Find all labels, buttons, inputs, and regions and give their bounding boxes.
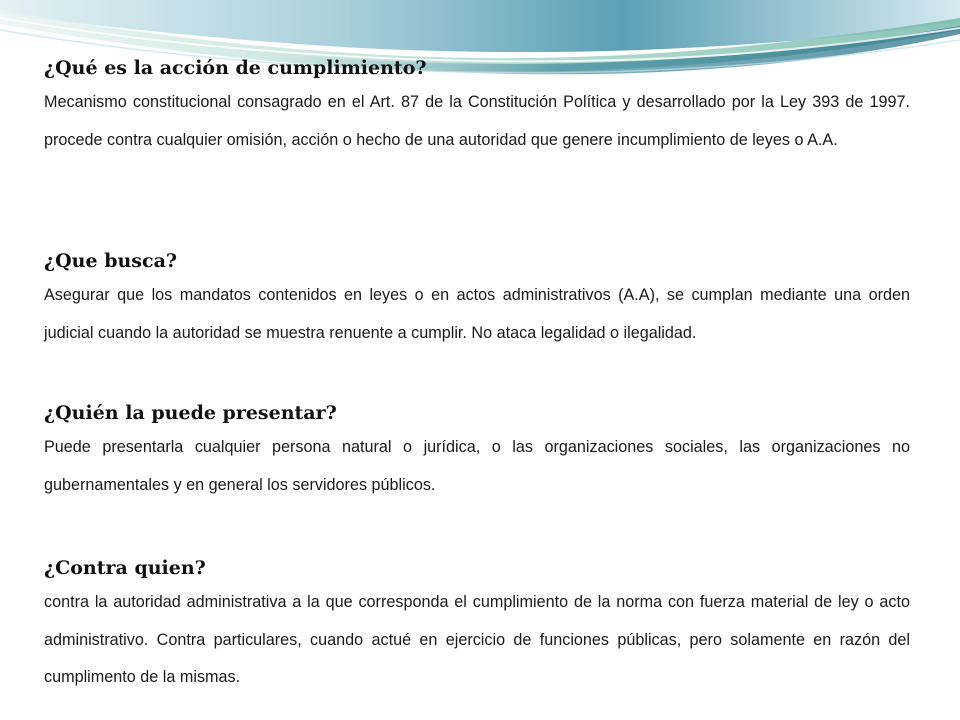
question-heading: ¿Quién la puede presentar?	[44, 402, 337, 424]
answer-paragraph: Asegurar que los mandatos contenidos en leyes o en actos administrativos (A.A), se cumplan mediante una orden judicial cuando la autoridad se muestra renuente a cumplir. No ataca legalidad o ilegalidad.	[44, 286, 910, 342]
section-what-is	[44, 54, 910, 159]
answer-paragraph: contra la autoridad administrativa a la que corresponda el cumplimiento de la norma con fuerza material de ley o acto administrativo. Contra particulares, cuando actué en ejercicio de funciones públicas, pero solamente en razón del cumplimento de la mismas.	[44, 593, 910, 686]
answer-paragraph: Puede presentarla cualquier persona natural o jurídica, o las organizaciones sociales, las organizaciones no gubernamentales y en general los servidores públicos.	[44, 438, 910, 494]
section-who-can-file	[44, 399, 910, 504]
section-purpose	[44, 247, 910, 352]
question-heading: ¿Contra quien?	[44, 557, 206, 579]
question-heading: ¿Qué es la acción de cumplimiento?	[44, 57, 427, 79]
answer-paragraph: Mecanismo constitucional consagrado en el Art. 87 de la Constitución Política y desarrollado por la Ley 393 de 1997. procede contra cualquier omisión, acción o hecho de una autoridad que genere incumplimiento de leyes o A.A.	[44, 93, 910, 149]
question-heading: ¿Que busca?	[44, 250, 178, 272]
section-against-whom	[44, 554, 910, 697]
